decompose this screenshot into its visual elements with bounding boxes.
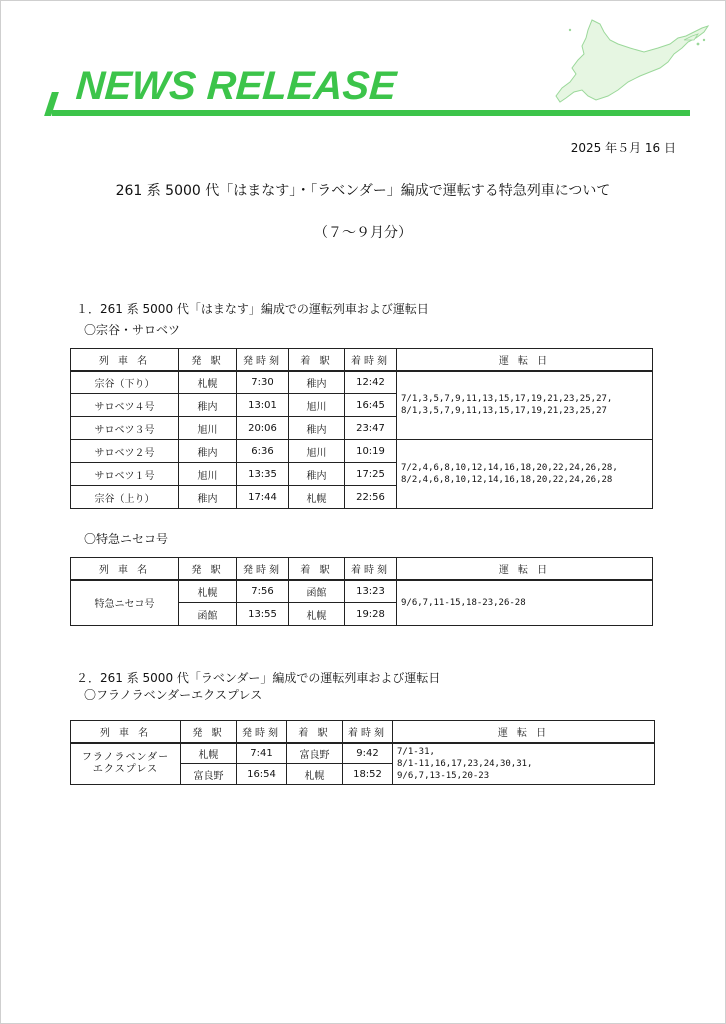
col-dep-time: 発時刻 bbox=[237, 558, 289, 580]
dep-station: 富良野 bbox=[181, 764, 237, 785]
arr-time: 22:56 bbox=[345, 486, 397, 509]
furano-lavender-table bbox=[70, 720, 655, 785]
train-name: サロベツ１号 bbox=[71, 463, 179, 486]
arr-station: 札幌 bbox=[289, 486, 345, 509]
operation-days: 7/1-31, 8/1-11,16,17,23,24,30,31, 9/6,7,13-15,20-23 bbox=[393, 743, 655, 785]
dep-station: 稚内 bbox=[179, 486, 237, 509]
hokkaido-map-icon bbox=[548, 18, 714, 112]
col-train-name: 列 車 名 bbox=[71, 349, 179, 371]
col-operation-days: 運 転 日 bbox=[397, 349, 653, 371]
page-title: 261 系 5000 代「はまなす」・「ラベンダー」編成で運転する特急列車について bbox=[115, 183, 611, 199]
col-train-name: 列 車 名 bbox=[71, 558, 179, 580]
arr-station: 富良野 bbox=[287, 743, 343, 764]
train-name: サロベツ３号 bbox=[71, 417, 179, 440]
col-dep-station: 発 駅 bbox=[179, 558, 237, 580]
arr-station: 稚内 bbox=[289, 371, 345, 394]
arr-time: 9:42 bbox=[343, 743, 393, 764]
arr-time: 10:19 bbox=[345, 440, 397, 463]
arr-time: 13:23 bbox=[345, 580, 397, 603]
furano-lavender-label: 〇フラノラベンダーエクスプレス bbox=[84, 688, 263, 702]
dep-time: 7:56 bbox=[237, 580, 289, 603]
soya-sarobetsu-table bbox=[70, 348, 653, 509]
section1-heading: １．261 系 5000 代「はまなす」編成での運転列車および運転日 bbox=[76, 302, 429, 316]
arr-station: 旭川 bbox=[289, 440, 345, 463]
train-name: サロベツ４号 bbox=[71, 394, 179, 417]
dep-station: 札幌 bbox=[181, 743, 237, 764]
niseko-table bbox=[70, 557, 653, 626]
train-name: 特急ニセコ号 bbox=[71, 580, 179, 626]
table-row bbox=[71, 371, 653, 394]
col-arr-station: 着 駅 bbox=[287, 721, 343, 743]
train-name: フラノラベンダー エクスプレス bbox=[71, 743, 181, 785]
col-dep-time: 発時刻 bbox=[237, 721, 287, 743]
arr-station: 札幌 bbox=[289, 603, 345, 626]
dep-station: 札幌 bbox=[179, 371, 237, 394]
dep-time: 13:01 bbox=[237, 394, 289, 417]
soya-sarobetsu-label: 〇宗谷・サロベツ bbox=[84, 323, 181, 337]
dep-time: 13:55 bbox=[237, 603, 289, 626]
arr-time: 17:25 bbox=[345, 463, 397, 486]
arr-time: 19:28 bbox=[345, 603, 397, 626]
col-dep-time: 発時刻 bbox=[237, 349, 289, 371]
niseko-label: 〇特急ニセコ号 bbox=[84, 532, 169, 546]
dep-station: 旭川 bbox=[179, 417, 237, 440]
dep-station: 稚内 bbox=[179, 394, 237, 417]
col-arr-time: 着時刻 bbox=[345, 558, 397, 580]
dep-time: 16:54 bbox=[237, 764, 287, 785]
arr-station: 稚内 bbox=[289, 463, 345, 486]
operation-days: 7/2,4,6,8,10,12,14,16,18,20,22,24,26,28, 8/2,4,6,8,10,12,14,16,18,20,22,24,26,28 bbox=[397, 440, 653, 509]
dep-time: 6:36 bbox=[237, 440, 289, 463]
dep-time: 20:06 bbox=[237, 417, 289, 440]
table-row bbox=[71, 580, 653, 603]
operation-days: 9/6,7,11-15,18-23,26-28 bbox=[397, 580, 653, 626]
dep-time: 17:44 bbox=[237, 486, 289, 509]
arr-time: 18:52 bbox=[343, 764, 393, 785]
arr-station: 旭川 bbox=[289, 394, 345, 417]
dep-time: 13:35 bbox=[237, 463, 289, 486]
section2-heading: ２．261 系 5000 代「ラベンダー」編成での運転列車および運転日 bbox=[76, 671, 441, 685]
dep-station: 札幌 bbox=[179, 580, 237, 603]
col-dep-station: 発 駅 bbox=[181, 721, 237, 743]
col-arr-station: 着 駅 bbox=[289, 558, 345, 580]
arr-station: 札幌 bbox=[287, 764, 343, 785]
train-name: サロベツ２号 bbox=[71, 440, 179, 463]
dep-time: 7:41 bbox=[237, 743, 287, 764]
col-operation-days: 運 転 日 bbox=[393, 721, 655, 743]
arr-time: 16:45 bbox=[345, 394, 397, 417]
table-row bbox=[71, 743, 655, 764]
arr-station: 稚内 bbox=[289, 417, 345, 440]
page-subtitle: （７～９月分） bbox=[314, 225, 412, 241]
col-train-name: 列 車 名 bbox=[71, 721, 181, 743]
arr-time: 23:47 bbox=[345, 417, 397, 440]
operation-days: 7/1,3,5,7,9,11,13,15,17,19,21,23,25,27, 8/1,3,5,7,9,11,13,15,17,19,21,23,25,27 bbox=[397, 371, 653, 440]
dep-station: 旭川 bbox=[179, 463, 237, 486]
col-arr-time: 着時刻 bbox=[343, 721, 393, 743]
table-row bbox=[71, 440, 653, 463]
col-dep-station: 発 駅 bbox=[179, 349, 237, 371]
col-operation-days: 運 転 日 bbox=[397, 558, 653, 580]
col-arr-station: 着 駅 bbox=[289, 349, 345, 371]
release-date: 2025 年５月 16 日 bbox=[570, 141, 676, 155]
arr-time: 12:42 bbox=[345, 371, 397, 394]
dep-station: 稚内 bbox=[179, 440, 237, 463]
dep-time: 7:30 bbox=[237, 371, 289, 394]
train-name: 宗谷（上り） bbox=[71, 486, 179, 509]
dep-station: 函館 bbox=[179, 603, 237, 626]
news-release-logo: NEWS RELEASE bbox=[74, 64, 398, 108]
arr-station: 函館 bbox=[289, 580, 345, 603]
col-arr-time: 着時刻 bbox=[345, 349, 397, 371]
train-name: 宗谷（下り） bbox=[71, 371, 179, 394]
